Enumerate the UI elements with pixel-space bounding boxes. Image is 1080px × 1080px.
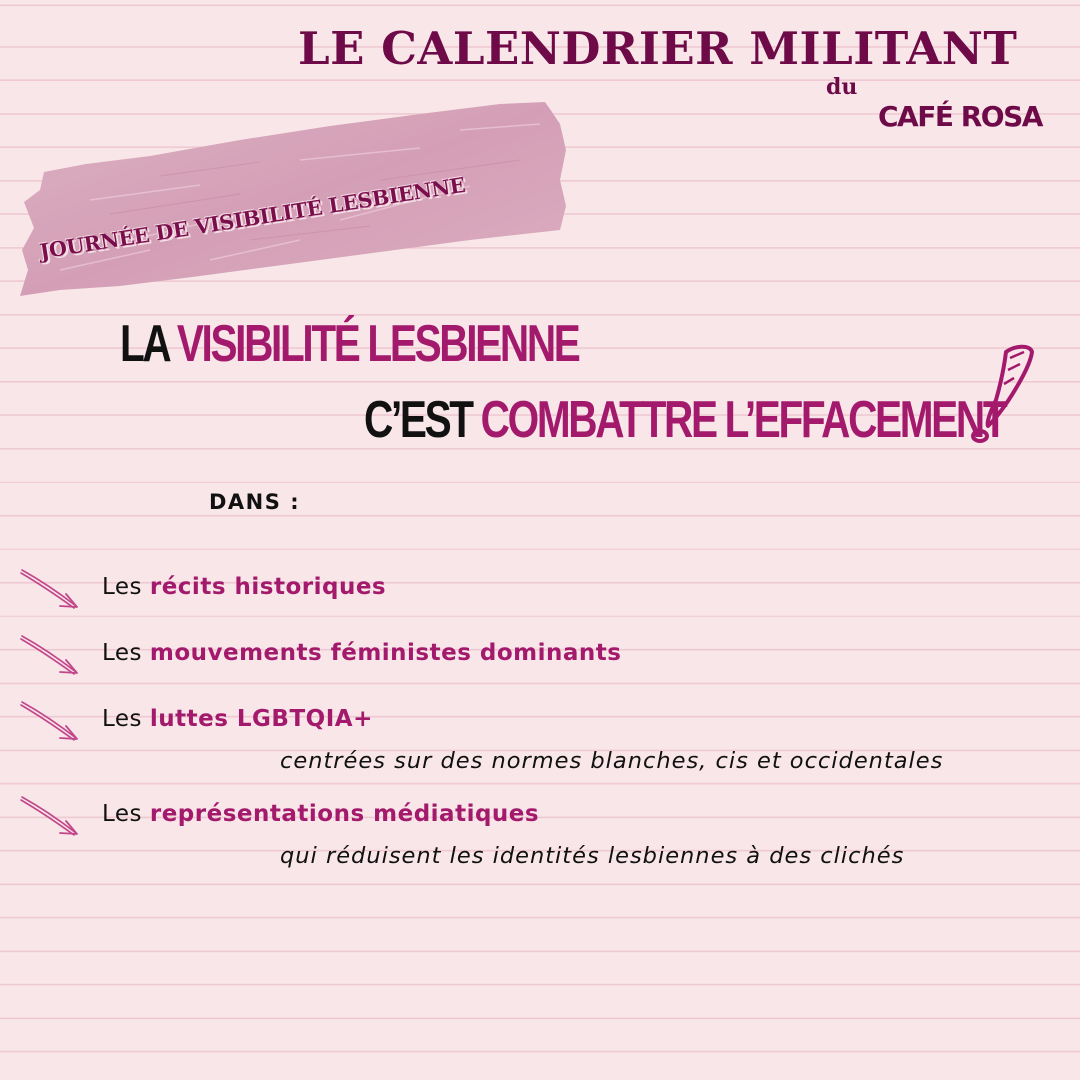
list-item-text <box>102 706 373 732</box>
list-item-prefix: Les <box>102 640 143 666</box>
list-item-prefix: Les <box>102 801 143 827</box>
calendar-title: LE CALENDRIER MILITANT <box>298 22 1018 75</box>
list-item-highlight: représentations médiatiques <box>149 801 540 827</box>
list-item <box>18 793 1078 883</box>
list-item-prefix: Les <box>102 574 143 600</box>
tape-label: JOURNÉE DE VISIBILITÉ LESBIENNE <box>38 172 467 264</box>
arrow-down-right-icon <box>18 566 84 612</box>
headline-line-2-dark: C’EST <box>364 391 472 449</box>
list-item-highlight: récits historiques <box>149 574 387 600</box>
tape-banner <box>0 90 600 310</box>
exclamation-mark-icon <box>960 340 1040 450</box>
list-item-text <box>102 574 386 600</box>
list-item <box>18 698 1078 788</box>
list-item-prefix: Les <box>102 706 143 732</box>
list-item-highlight: luttes LGBTQIA+ <box>149 706 373 732</box>
headline-line-2 <box>364 391 1006 449</box>
headline-line-1-pink: VISIBILITÉ LESBIENNE <box>176 315 579 373</box>
title-du: du <box>826 74 858 100</box>
arrow-down-right-icon <box>18 698 84 744</box>
list-intro: DANS : <box>209 490 301 514</box>
list-item-subtext: qui réduisent les identités lesbiennes à des clichés <box>280 843 905 869</box>
list-item-text <box>102 801 539 827</box>
cafe-rosa-brand: CAFÉ ROSA <box>878 100 1042 133</box>
list-item-subtext: centrées sur des normes blanches, cis et occidentales <box>280 748 944 774</box>
list-item-highlight: mouvements féministes dominants <box>149 640 622 666</box>
arrow-down-right-icon <box>18 632 84 678</box>
headline-line-1 <box>120 315 579 373</box>
list-item-text <box>102 640 622 666</box>
headline-line-1-dark: LA <box>120 315 168 373</box>
headline-line-2-pink: COMBATTRE L’EFFACEMENT <box>480 391 1006 449</box>
arrow-down-right-icon <box>18 793 84 839</box>
